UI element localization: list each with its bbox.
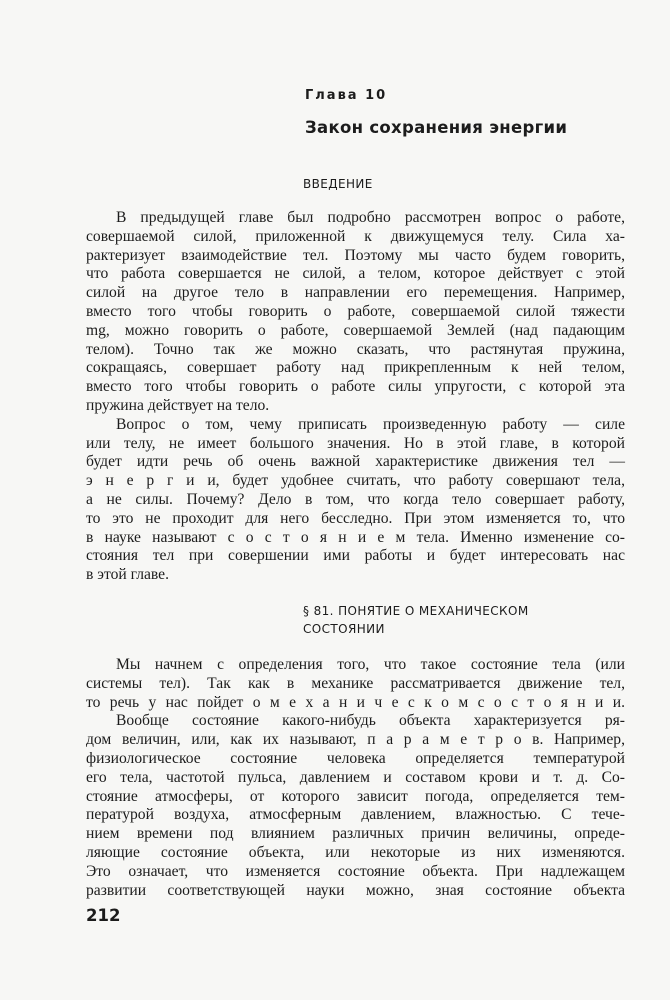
- text-line: Это означает, что изменяется состояние объекта. При надлежащем: [86, 862, 625, 880]
- section-heading-line: § 81. ПОНЯТИЕ О МЕХАНИЧЕСКОМ: [303, 604, 529, 618]
- text-line: Вообще состояние какого-нибудь объекта характеризуется ря-: [116, 712, 625, 730]
- text-line: совершаемой силой, приложенной к движущемуся телу. Сила ха-: [86, 227, 625, 245]
- chapter-title: Закон сохранения энергии: [305, 118, 568, 137]
- section-heading: [303, 602, 529, 638]
- text-line: нием времени под влиянием различных причин величины, опреде-: [86, 825, 625, 843]
- text-line: Мы начнем с определения того, что такое состояние тела (или: [116, 656, 625, 673]
- text-line: что работа совершается не силой, а телом, которое действует с этой: [86, 265, 625, 283]
- text-line: в науке называют с о с т о я н и е м тела. Именно изменение со-: [86, 528, 625, 546]
- text-line: э н е р г и и, будет удобнее считать, что работу совершают тела,: [86, 472, 625, 490]
- section-text: [86, 656, 625, 900]
- paragraph: [86, 416, 625, 585]
- text-line: дом величин, или, как их называют, п а р а м е т р о в. Например,: [86, 731, 625, 749]
- text-line: пературой воздуха, атмосферным давлением, влажностью. С тече-: [86, 806, 625, 824]
- text-line: а не силы. Почему? Дело в том, что когда тело совершает работу,: [86, 490, 625, 508]
- page-number: 212: [86, 906, 121, 925]
- text-line: системы тел). Так как в механике рассматривается движение тел,: [86, 674, 625, 692]
- text-line: рактеризует взаимодействие тел. Поэтому мы часто будем говорить,: [86, 246, 625, 264]
- text-line: В предыдущей главе был подробно рассмотрен вопрос о работе,: [116, 209, 625, 226]
- paragraph: [86, 656, 625, 712]
- text-line: ляющие состояние объекта, или некоторые из них изменяются.: [86, 843, 625, 861]
- text-line: пружина действует на тело.: [86, 396, 270, 414]
- chapter-label: Глава 10: [305, 88, 388, 103]
- introduction-heading: ВВЕДЕНИЕ: [303, 177, 373, 191]
- text-line: стояния тел при совершении ими работы и будет интересовать нас: [86, 547, 625, 565]
- text-line: стояние атмосферы, от которого зависит погода, определяется тем-: [86, 787, 625, 805]
- text-line: Вопрос о том, чему приписать произведенную работу — силе: [116, 415, 625, 433]
- text-line: физиологическое состояние человека определяется температурой: [86, 749, 625, 767]
- paragraph: [86, 712, 625, 900]
- text-line: телом). Точно так же можно сказать, что растянутая пружина,: [86, 340, 625, 358]
- text-line: силой на другое тело в направлении его перемещения. Например,: [86, 284, 625, 302]
- text-line: вместо того чтобы говорить о работе, совершаемой силой тяжести: [86, 302, 625, 320]
- text-line: то речь у нас пойдет о м е х а н и ч е с к о м с о с т о я н и и.: [86, 693, 625, 711]
- introduction-text: [86, 209, 625, 585]
- text-line: вместо того чтобы говорить о работе силы упругости, с которой эта: [86, 378, 625, 396]
- text-line: в этой главе.: [86, 566, 170, 584]
- text-line: mg, можно говорить о работе, совершаемой Землей (над падающим: [86, 321, 625, 339]
- text-line: или телу, не имеет большого значения. Но в этой главе, в которой: [86, 434, 625, 452]
- paragraph: [86, 209, 625, 416]
- text-line: сокращаясь, совершает работу над прикрепленным к ней телом,: [86, 359, 625, 377]
- text-line: развитии соответствующей науки можно, зная состояние объекта: [86, 881, 625, 899]
- text-line: будет идти речь об очень важной характеристике движения тел —: [86, 453, 625, 471]
- text-line: его тела, частотой пульса, давлением и составом крови и т. д. Со-: [86, 768, 625, 786]
- text-line: то это не проходит для него бесследно. При этом изменяется то, что: [86, 509, 625, 527]
- section-heading-line: СОСТОЯНИИ: [303, 622, 385, 636]
